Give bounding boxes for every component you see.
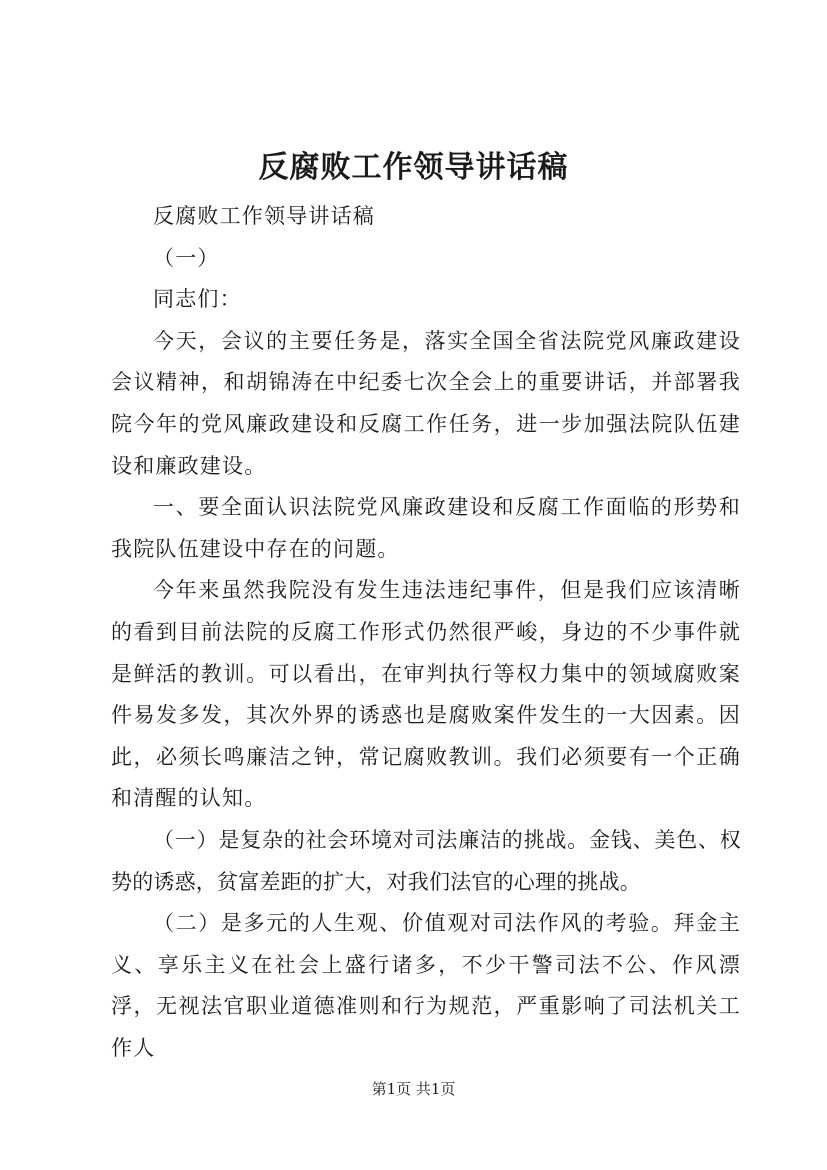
paragraph-heading-one: 一、要全面认识法院党风廉政建设和反腐工作面临的形势和我院队伍建设中存在的问题。 [111,495,741,561]
paragraph-subtitle: 反腐败工作领导讲话稿 [153,204,375,228]
document-body [111,196,741,1069]
paragraph-section-number: （一） [153,245,220,270]
paragraph-point-one: （一）是复杂的社会环境对司法廉洁的挑战。金钱、美色、权势的诱惑，贫富差距的扩大，对我们法官的心理的挑战。 [111,827,741,894]
paragraph-situation: 今年来虽然我院没有发生违法违纪事件，但是我们应该清晰的看到目前法院的反腐工作形式仍然很严峻，身边的不少事件就是鲜活的教训。可以看出，在审判执行等权力集中的领域腐败案件易发多发，其次外界的诱惑也是腐败案件发生的一大因素。因此，必须长鸣廉洁之钟，常记腐败教训。我们必须要有一个正确和清醒的认知。 [111,578,741,811]
paragraph-salutation: 同志们： [153,287,242,312]
paragraph-point-two: （二）是多元的人生观、价值观对司法作风的考验。拜金主义、享乐主义在社会上盛行诸多，不少干警司法不公、作风漂浮，无视法官职业道德准则和行为规范，严重影响了司法机关工作人 [111,911,741,1060]
paragraph-intro: 今天，会议的主要任务是，落实全国全省法院党风廉政建设会议精神，和胡锦涛在中纪委七次全会上的重要讲话，并部署我院今年的党风廉政建设和反腐工作任务，进一步加强法院队伍建设和廉政建设。 [111,328,741,478]
document-title: 反腐败工作领导讲话稿 [258,150,569,185]
page-footer: 第1页 共1页 [371,1080,456,1098]
